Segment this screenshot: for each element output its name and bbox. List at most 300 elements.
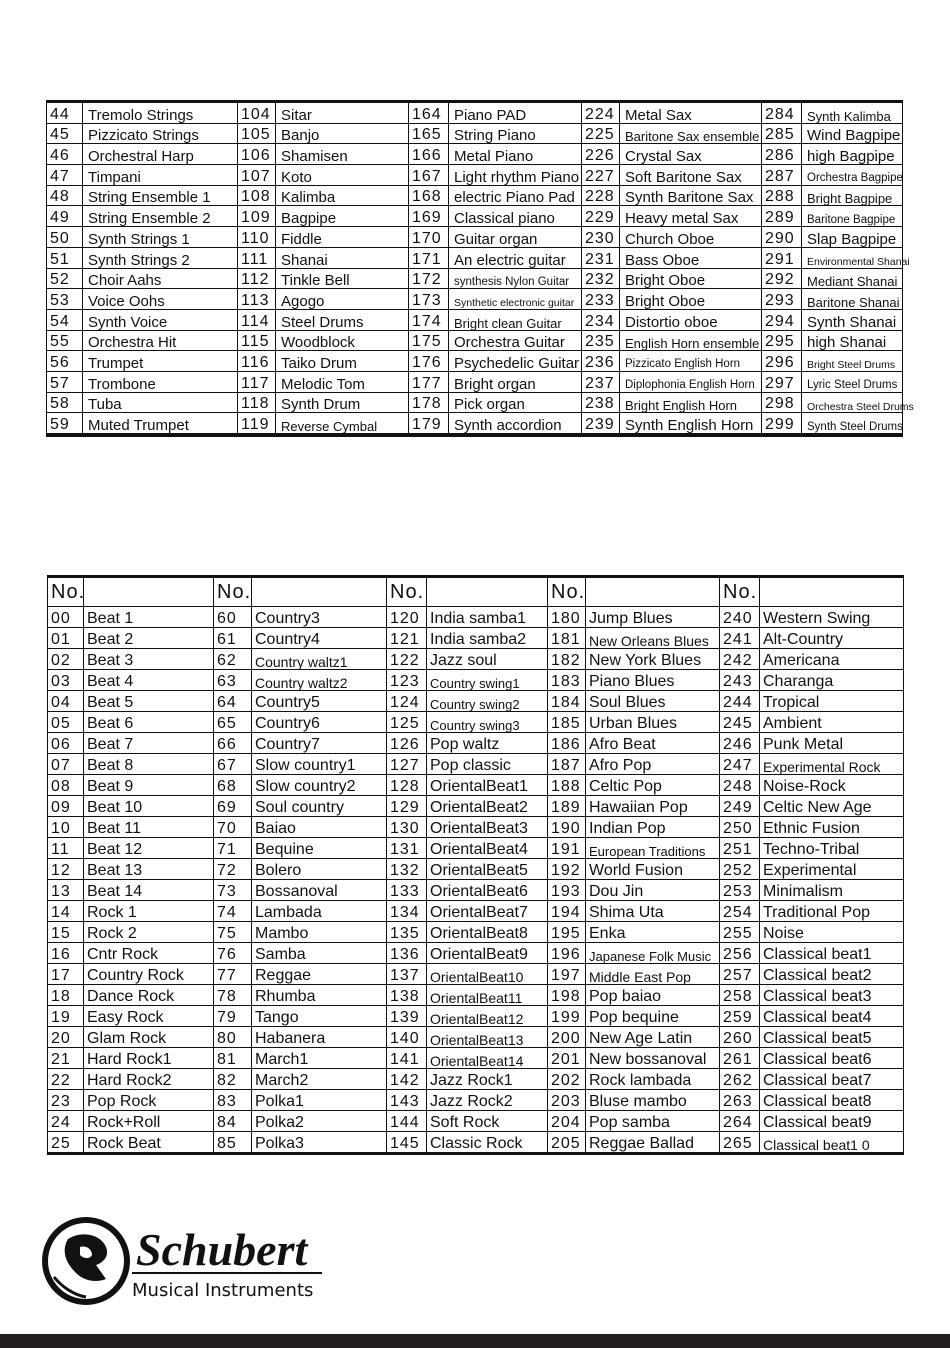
name-cell: Polka2 bbox=[252, 1111, 387, 1132]
name-cell: Soul country bbox=[252, 796, 387, 817]
number-cell: 202 bbox=[548, 1069, 586, 1090]
number-cell: 74 bbox=[214, 901, 252, 922]
name-cell: Church Oboe bbox=[620, 227, 762, 248]
name-cell: Classical beat4 bbox=[760, 1006, 904, 1027]
number-cell: 69 bbox=[214, 796, 252, 817]
number-cell: 256 bbox=[720, 943, 760, 964]
number-cell: 194 bbox=[548, 901, 586, 922]
name-cell: Country6 bbox=[252, 712, 387, 733]
number-cell: 260 bbox=[720, 1027, 760, 1048]
number-cell: 250 bbox=[720, 817, 760, 838]
name-cell: Classic Rock bbox=[427, 1132, 548, 1154]
number-cell: 200 bbox=[548, 1027, 586, 1048]
number-cell: 141 bbox=[387, 1048, 427, 1069]
name-cell: OrientalBeat13 bbox=[427, 1027, 548, 1048]
number-cell: 183 bbox=[548, 670, 586, 691]
name-cell: Samba bbox=[252, 943, 387, 964]
number-cell: 79 bbox=[214, 1006, 252, 1027]
name-cell: Urban Blues bbox=[586, 712, 720, 733]
style-table-row bbox=[48, 607, 904, 628]
number-cell: 205 bbox=[548, 1132, 586, 1154]
number-cell: 112 bbox=[238, 268, 276, 289]
number-cell: 144 bbox=[387, 1111, 427, 1132]
number-cell: 129 bbox=[387, 796, 427, 817]
name-cell: Kalimba bbox=[276, 185, 409, 206]
number-cell: 83 bbox=[214, 1090, 252, 1111]
name-cell: Bright Steel Drums bbox=[802, 351, 903, 372]
name-cell: Steel Drums bbox=[276, 309, 409, 330]
name-cell: Shamisen bbox=[276, 144, 409, 165]
number-cell: 246 bbox=[720, 733, 760, 754]
number-cell: 259 bbox=[720, 1006, 760, 1027]
number-cell: 285 bbox=[762, 123, 802, 144]
name-cell: Jazz soul bbox=[427, 649, 548, 670]
number-cell: 171 bbox=[409, 247, 449, 268]
name-cell: Celtic New Age bbox=[760, 796, 904, 817]
name-cell: Dou Jin bbox=[586, 880, 720, 901]
voice-table-row bbox=[47, 351, 903, 372]
name-cell: Beat 12 bbox=[84, 838, 214, 859]
number-cell: 140 bbox=[387, 1027, 427, 1048]
number-cell: 20 bbox=[48, 1027, 84, 1048]
number-cell: 143 bbox=[387, 1090, 427, 1111]
number-cell: 255 bbox=[720, 922, 760, 943]
name-cell: Beat 6 bbox=[84, 712, 214, 733]
number-cell: 172 bbox=[409, 268, 449, 289]
number-cell: 67 bbox=[214, 754, 252, 775]
voice-table-row bbox=[47, 392, 903, 413]
number-cell: 241 bbox=[720, 628, 760, 649]
name-cell: OrientalBeat3 bbox=[427, 817, 548, 838]
name-cell: Rock 1 bbox=[84, 901, 214, 922]
name-cell: Synth Drum bbox=[276, 392, 409, 413]
name-cell: Taiko Drum bbox=[276, 351, 409, 372]
name-cell: Polka3 bbox=[252, 1132, 387, 1154]
name-cell: Experimental bbox=[760, 859, 904, 880]
name-cell: Bluse mambo bbox=[586, 1090, 720, 1111]
number-cell: 46 bbox=[47, 144, 83, 165]
number-cell: 191 bbox=[548, 838, 586, 859]
name-cell: Classical beat9 bbox=[760, 1111, 904, 1132]
number-cell: 70 bbox=[214, 817, 252, 838]
header-no: No. bbox=[387, 577, 427, 607]
number-cell: 136 bbox=[387, 943, 427, 964]
name-cell: Beat 7 bbox=[84, 733, 214, 754]
style-table-header bbox=[48, 577, 904, 607]
name-cell: March2 bbox=[252, 1069, 387, 1090]
name-cell: Lambada bbox=[252, 901, 387, 922]
number-cell: 190 bbox=[548, 817, 586, 838]
style-table-row bbox=[48, 649, 904, 670]
number-cell: 75 bbox=[214, 922, 252, 943]
name-cell: Synth Kalimba bbox=[802, 102, 903, 124]
name-cell: Baiao bbox=[252, 817, 387, 838]
style-table-row bbox=[48, 1048, 904, 1069]
voice-table-row bbox=[47, 330, 903, 351]
number-cell: 21 bbox=[48, 1048, 84, 1069]
number-cell: 77 bbox=[214, 964, 252, 985]
name-cell: Orchestra Bagpipe bbox=[802, 165, 903, 186]
name-cell: Orchestra Guitar bbox=[449, 330, 582, 351]
number-cell: 44 bbox=[47, 102, 83, 124]
name-cell: OrientalBeat5 bbox=[427, 859, 548, 880]
name-cell: Lyric Steel Drums bbox=[802, 371, 903, 392]
number-cell: 298 bbox=[762, 392, 802, 413]
voice-table-row bbox=[47, 309, 903, 330]
number-cell: 11 bbox=[48, 838, 84, 859]
name-cell: Western Swing bbox=[760, 607, 904, 628]
name-cell: Koto bbox=[276, 165, 409, 186]
name-cell: Synth Steel Drums bbox=[802, 413, 903, 435]
name-cell: Techno-Tribal bbox=[760, 838, 904, 859]
style-table-row bbox=[48, 964, 904, 985]
name-cell: Hard Rock1 bbox=[84, 1048, 214, 1069]
name-cell: India samba2 bbox=[427, 628, 548, 649]
name-cell: Diplophonia English Horn bbox=[620, 371, 762, 392]
number-cell: 239 bbox=[582, 413, 620, 435]
name-cell: New York Blues bbox=[586, 649, 720, 670]
number-cell: 242 bbox=[720, 649, 760, 670]
number-cell: 85 bbox=[214, 1132, 252, 1154]
number-cell: 188 bbox=[548, 775, 586, 796]
number-cell: 49 bbox=[47, 206, 83, 227]
name-cell: Piano Blues bbox=[586, 670, 720, 691]
number-cell: 225 bbox=[582, 123, 620, 144]
number-cell: 105 bbox=[238, 123, 276, 144]
name-cell: Country Rock bbox=[84, 964, 214, 985]
number-cell: 168 bbox=[409, 185, 449, 206]
number-cell: 235 bbox=[582, 330, 620, 351]
name-cell: Classical beat7 bbox=[760, 1069, 904, 1090]
number-cell: 297 bbox=[762, 371, 802, 392]
style-table-row bbox=[48, 943, 904, 964]
name-cell: Synth Strings 1 bbox=[83, 227, 238, 248]
name-cell: Sitar bbox=[276, 102, 409, 124]
name-cell: Classical beat1 bbox=[760, 943, 904, 964]
number-cell: 12 bbox=[48, 859, 84, 880]
name-cell: Beat 3 bbox=[84, 649, 214, 670]
name-cell: Heavy metal Sax bbox=[620, 206, 762, 227]
number-cell: 290 bbox=[762, 227, 802, 248]
number-cell: 56 bbox=[47, 351, 83, 372]
voice-table bbox=[46, 100, 914, 437]
number-cell: 138 bbox=[387, 985, 427, 1006]
voice-table-row bbox=[47, 371, 903, 392]
name-cell: Classical beat8 bbox=[760, 1090, 904, 1111]
number-cell: 257 bbox=[720, 964, 760, 985]
number-cell: 80 bbox=[214, 1027, 252, 1048]
name-cell: OrientalBeat10 bbox=[427, 964, 548, 985]
name-cell: Rock lambada bbox=[586, 1069, 720, 1090]
header-no: No. bbox=[720, 577, 760, 607]
name-cell: OrientalBeat8 bbox=[427, 922, 548, 943]
name-cell: Synth Baritone Sax bbox=[620, 185, 762, 206]
number-cell: 261 bbox=[720, 1048, 760, 1069]
name-cell: Reggae Ballad bbox=[586, 1132, 720, 1154]
name-cell: Baritone Shanai bbox=[802, 289, 903, 310]
name-cell: Piano PAD bbox=[449, 102, 582, 124]
number-cell: 203 bbox=[548, 1090, 586, 1111]
number-cell: 01 bbox=[48, 628, 84, 649]
style-table-row bbox=[48, 922, 904, 943]
number-cell: 196 bbox=[548, 943, 586, 964]
number-cell: 236 bbox=[582, 351, 620, 372]
name-cell: Synth Voice bbox=[83, 309, 238, 330]
name-cell: Japanese Folk Music bbox=[586, 943, 720, 964]
name-cell: Beat 2 bbox=[84, 628, 214, 649]
name-cell: Trombone bbox=[83, 371, 238, 392]
number-cell: 64 bbox=[214, 691, 252, 712]
number-cell: 45 bbox=[47, 123, 83, 144]
style-table-row bbox=[48, 670, 904, 691]
number-cell: 125 bbox=[387, 712, 427, 733]
schubert-logo bbox=[40, 1217, 340, 1307]
voice-table-row bbox=[47, 227, 903, 248]
number-cell: 10 bbox=[48, 817, 84, 838]
name-cell: Noise bbox=[760, 922, 904, 943]
number-cell: 170 bbox=[409, 227, 449, 248]
name-cell: Banjo bbox=[276, 123, 409, 144]
name-cell: Hawaiian Pop bbox=[586, 796, 720, 817]
name-cell: Orchestral Harp bbox=[83, 144, 238, 165]
name-cell: Orchestra Hit bbox=[83, 330, 238, 351]
number-cell: 130 bbox=[387, 817, 427, 838]
style-table-row bbox=[48, 838, 904, 859]
number-cell: 262 bbox=[720, 1069, 760, 1090]
number-cell: 126 bbox=[387, 733, 427, 754]
footer-bar bbox=[0, 1334, 950, 1348]
number-cell: 57 bbox=[47, 371, 83, 392]
name-cell: Pop waltz bbox=[427, 733, 548, 754]
name-cell: Dance Rock bbox=[84, 985, 214, 1006]
name-cell: Guitar organ bbox=[449, 227, 582, 248]
header-name bbox=[586, 577, 720, 607]
style-table bbox=[47, 575, 904, 1155]
name-cell: Environmental Shanai bbox=[802, 247, 903, 268]
logo-tagline-text: Musical Instruments bbox=[132, 1280, 314, 1301]
number-cell: 186 bbox=[548, 733, 586, 754]
voice-table-row bbox=[47, 289, 903, 310]
number-cell: 201 bbox=[548, 1048, 586, 1069]
number-cell: 251 bbox=[720, 838, 760, 859]
name-cell: English Horn ensemble bbox=[620, 330, 762, 351]
number-cell: 237 bbox=[582, 371, 620, 392]
number-cell: 76 bbox=[214, 943, 252, 964]
number-cell: 187 bbox=[548, 754, 586, 775]
style-table-row bbox=[48, 880, 904, 901]
number-cell: 25 bbox=[48, 1132, 84, 1154]
number-cell: 16 bbox=[48, 943, 84, 964]
name-cell: OrientalBeat2 bbox=[427, 796, 548, 817]
name-cell: Soul Blues bbox=[586, 691, 720, 712]
number-cell: 117 bbox=[238, 371, 276, 392]
name-cell: Traditional Pop bbox=[760, 901, 904, 922]
name-cell: Crystal Sax bbox=[620, 144, 762, 165]
name-cell: Pick organ bbox=[449, 392, 582, 413]
name-cell: Melodic Tom bbox=[276, 371, 409, 392]
name-cell: Hard Rock2 bbox=[84, 1069, 214, 1090]
number-cell: 22 bbox=[48, 1069, 84, 1090]
name-cell: Soft Rock bbox=[427, 1111, 548, 1132]
number-cell: 121 bbox=[387, 628, 427, 649]
number-cell: 66 bbox=[214, 733, 252, 754]
header-no: No. bbox=[48, 577, 84, 607]
number-cell: 296 bbox=[762, 351, 802, 372]
name-cell: World Fusion bbox=[586, 859, 720, 880]
schubert-logo-image bbox=[40, 1217, 340, 1307]
number-cell: 240 bbox=[720, 607, 760, 628]
style-table-row bbox=[48, 691, 904, 712]
number-cell: 254 bbox=[720, 901, 760, 922]
name-cell: Afro Pop bbox=[586, 754, 720, 775]
name-cell: Noise-Rock bbox=[760, 775, 904, 796]
style-table-row bbox=[48, 1132, 904, 1154]
number-cell: 52 bbox=[47, 268, 83, 289]
number-cell: 18 bbox=[48, 985, 84, 1006]
number-cell: 51 bbox=[47, 247, 83, 268]
name-cell: Classical beat1 0 bbox=[760, 1132, 904, 1154]
name-cell: New Orleans Blues bbox=[586, 628, 720, 649]
number-cell: 227 bbox=[582, 165, 620, 186]
name-cell: Synth English Horn bbox=[620, 413, 762, 435]
number-cell: 116 bbox=[238, 351, 276, 372]
number-cell: 165 bbox=[409, 123, 449, 144]
number-cell: 289 bbox=[762, 206, 802, 227]
name-cell: Beat 5 bbox=[84, 691, 214, 712]
number-cell: 181 bbox=[548, 628, 586, 649]
name-cell: Alt-Country bbox=[760, 628, 904, 649]
name-cell: Pop Rock bbox=[84, 1090, 214, 1111]
name-cell: OrientalBeat11 bbox=[427, 985, 548, 1006]
number-cell: 123 bbox=[387, 670, 427, 691]
name-cell: New Age Latin bbox=[586, 1027, 720, 1048]
number-cell: 55 bbox=[47, 330, 83, 351]
name-cell: Wind Bagpipe bbox=[802, 123, 903, 144]
number-cell: 119 bbox=[238, 413, 276, 435]
name-cell: Punk Metal bbox=[760, 733, 904, 754]
name-cell: New bossanoval bbox=[586, 1048, 720, 1069]
name-cell: Classical beat6 bbox=[760, 1048, 904, 1069]
name-cell: Pop classic bbox=[427, 754, 548, 775]
name-cell: Bass Oboe bbox=[620, 247, 762, 268]
number-cell: 295 bbox=[762, 330, 802, 351]
name-cell: Bright Oboe bbox=[620, 289, 762, 310]
style-table-row bbox=[48, 859, 904, 880]
number-cell: 09 bbox=[48, 796, 84, 817]
name-cell: Beat 13 bbox=[84, 859, 214, 880]
number-cell: 15 bbox=[48, 922, 84, 943]
number-cell: 291 bbox=[762, 247, 802, 268]
number-cell: 04 bbox=[48, 691, 84, 712]
name-cell: high Bagpipe bbox=[802, 144, 903, 165]
name-cell: Experimental Rock bbox=[760, 754, 904, 775]
number-cell: 258 bbox=[720, 985, 760, 1006]
number-cell: 299 bbox=[762, 413, 802, 435]
number-cell: 63 bbox=[214, 670, 252, 691]
name-cell: high Shanai bbox=[802, 330, 903, 351]
name-cell: Agogo bbox=[276, 289, 409, 310]
name-cell: Timpani bbox=[83, 165, 238, 186]
number-cell: 120 bbox=[387, 607, 427, 628]
number-cell: 84 bbox=[214, 1111, 252, 1132]
name-cell: Indian Pop bbox=[586, 817, 720, 838]
number-cell: 178 bbox=[409, 392, 449, 413]
number-cell: 288 bbox=[762, 185, 802, 206]
name-cell: India samba1 bbox=[427, 607, 548, 628]
name-cell: Rock+Roll bbox=[84, 1111, 214, 1132]
name-cell: Light rhythm Piano bbox=[449, 165, 582, 186]
name-cell: Rock Beat bbox=[84, 1132, 214, 1154]
number-cell: 08 bbox=[48, 775, 84, 796]
name-cell: Tropical bbox=[760, 691, 904, 712]
number-cell: 03 bbox=[48, 670, 84, 691]
number-cell: 05 bbox=[48, 712, 84, 733]
name-cell: Shima Uta bbox=[586, 901, 720, 922]
name-cell: Polka1 bbox=[252, 1090, 387, 1111]
style-table-row bbox=[48, 796, 904, 817]
number-cell: 139 bbox=[387, 1006, 427, 1027]
name-cell: March1 bbox=[252, 1048, 387, 1069]
header-name bbox=[427, 577, 548, 607]
name-cell: Pizzicato English Horn bbox=[620, 351, 762, 372]
name-cell: Pizzicato Strings bbox=[83, 123, 238, 144]
voice-table-row bbox=[47, 413, 903, 435]
number-cell: 47 bbox=[47, 165, 83, 186]
name-cell: Americana bbox=[760, 649, 904, 670]
name-cell: Tuba bbox=[83, 392, 238, 413]
number-cell: 233 bbox=[582, 289, 620, 310]
name-cell: Beat 10 bbox=[84, 796, 214, 817]
name-cell: Reggae bbox=[252, 964, 387, 985]
number-cell: 59 bbox=[47, 413, 83, 435]
name-cell: Classical beat3 bbox=[760, 985, 904, 1006]
voice-table-row bbox=[47, 123, 903, 144]
name-cell: Mambo bbox=[252, 922, 387, 943]
number-cell: 73 bbox=[214, 880, 252, 901]
number-cell: 224 bbox=[582, 102, 620, 124]
style-table-row bbox=[48, 1069, 904, 1090]
style-table-row bbox=[48, 901, 904, 922]
number-cell: 142 bbox=[387, 1069, 427, 1090]
number-cell: 19 bbox=[48, 1006, 84, 1027]
number-cell: 230 bbox=[582, 227, 620, 248]
name-cell: Metal Sax bbox=[620, 102, 762, 124]
number-cell: 54 bbox=[47, 309, 83, 330]
name-cell: Trumpet bbox=[83, 351, 238, 372]
name-cell: Rock 2 bbox=[84, 922, 214, 943]
name-cell: Bagpipe bbox=[276, 206, 409, 227]
number-cell: 176 bbox=[409, 351, 449, 372]
name-cell: Bossanoval bbox=[252, 880, 387, 901]
name-cell: Voice Oohs bbox=[83, 289, 238, 310]
name-cell: Country waltz2 bbox=[252, 670, 387, 691]
number-cell: 128 bbox=[387, 775, 427, 796]
number-cell: 197 bbox=[548, 964, 586, 985]
number-cell: 180 bbox=[548, 607, 586, 628]
number-cell: 00 bbox=[48, 607, 84, 628]
name-cell: Reverse Cymbal bbox=[276, 413, 409, 435]
voice-table-row bbox=[47, 144, 903, 165]
style-table-row bbox=[48, 1090, 904, 1111]
number-cell: 72 bbox=[214, 859, 252, 880]
number-cell: 169 bbox=[409, 206, 449, 227]
number-cell: 192 bbox=[548, 859, 586, 880]
name-cell: Beat 11 bbox=[84, 817, 214, 838]
style-table-row bbox=[48, 712, 904, 733]
name-cell: OrientalBeat1 bbox=[427, 775, 548, 796]
name-cell: Beat 1 bbox=[84, 607, 214, 628]
number-cell: 264 bbox=[720, 1111, 760, 1132]
